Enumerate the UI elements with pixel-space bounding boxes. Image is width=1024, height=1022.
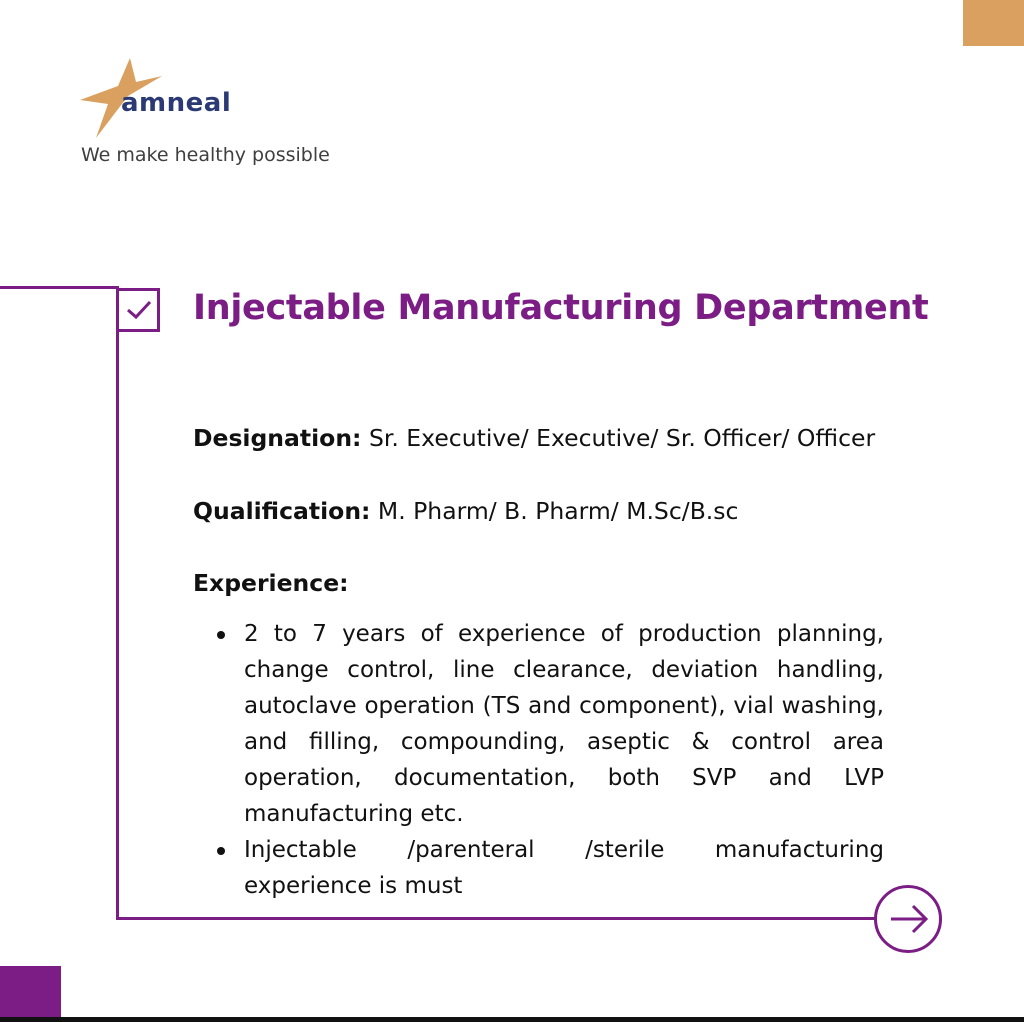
top-right-accent-block: [963, 0, 1024, 46]
designation-label: Designation:: [193, 424, 362, 452]
checkbox: [116, 288, 160, 332]
brand-name: amneal: [121, 88, 232, 118]
qualification-row: [193, 497, 738, 525]
bottom-border: [0, 1017, 1024, 1022]
frame-left-line: [116, 286, 119, 920]
designation-row: [193, 424, 875, 452]
arrow-right-icon: [889, 902, 929, 936]
experience-row: [193, 569, 349, 597]
frame-bottom-line: [116, 917, 876, 920]
bottom-left-accent-block: [0, 966, 61, 1018]
qualification-value: M. Pharm/ B. Pharm/ M.Sc/B.sc: [370, 497, 739, 525]
experience-list: [244, 616, 884, 904]
post-title: Injectable Manufacturing Department: [193, 288, 929, 328]
designation-value: Sr. Executive/ Executive/ Sr. Officer/ Officer: [361, 424, 876, 452]
checkmark-icon: [125, 298, 153, 322]
experience-item: Injectable /parenteral /sterile manufacturing experience is must: [244, 832, 884, 904]
experience-label: Experience:: [193, 569, 349, 597]
frame-top-line: [0, 286, 118, 289]
qualification-label: Qualification:: [193, 497, 371, 525]
experience-item: 2 to 7 years of experience of production planning, change control, line clearance, deviation handling, autoclave operation (TS and component), vial washing, and filling, compounding, aseptic & control area operation, documentation, both SVP and LVP manufacturing etc.: [244, 616, 884, 832]
brand-tagline: We make healthy possible: [81, 144, 330, 166]
next-button[interactable]: [874, 885, 942, 953]
